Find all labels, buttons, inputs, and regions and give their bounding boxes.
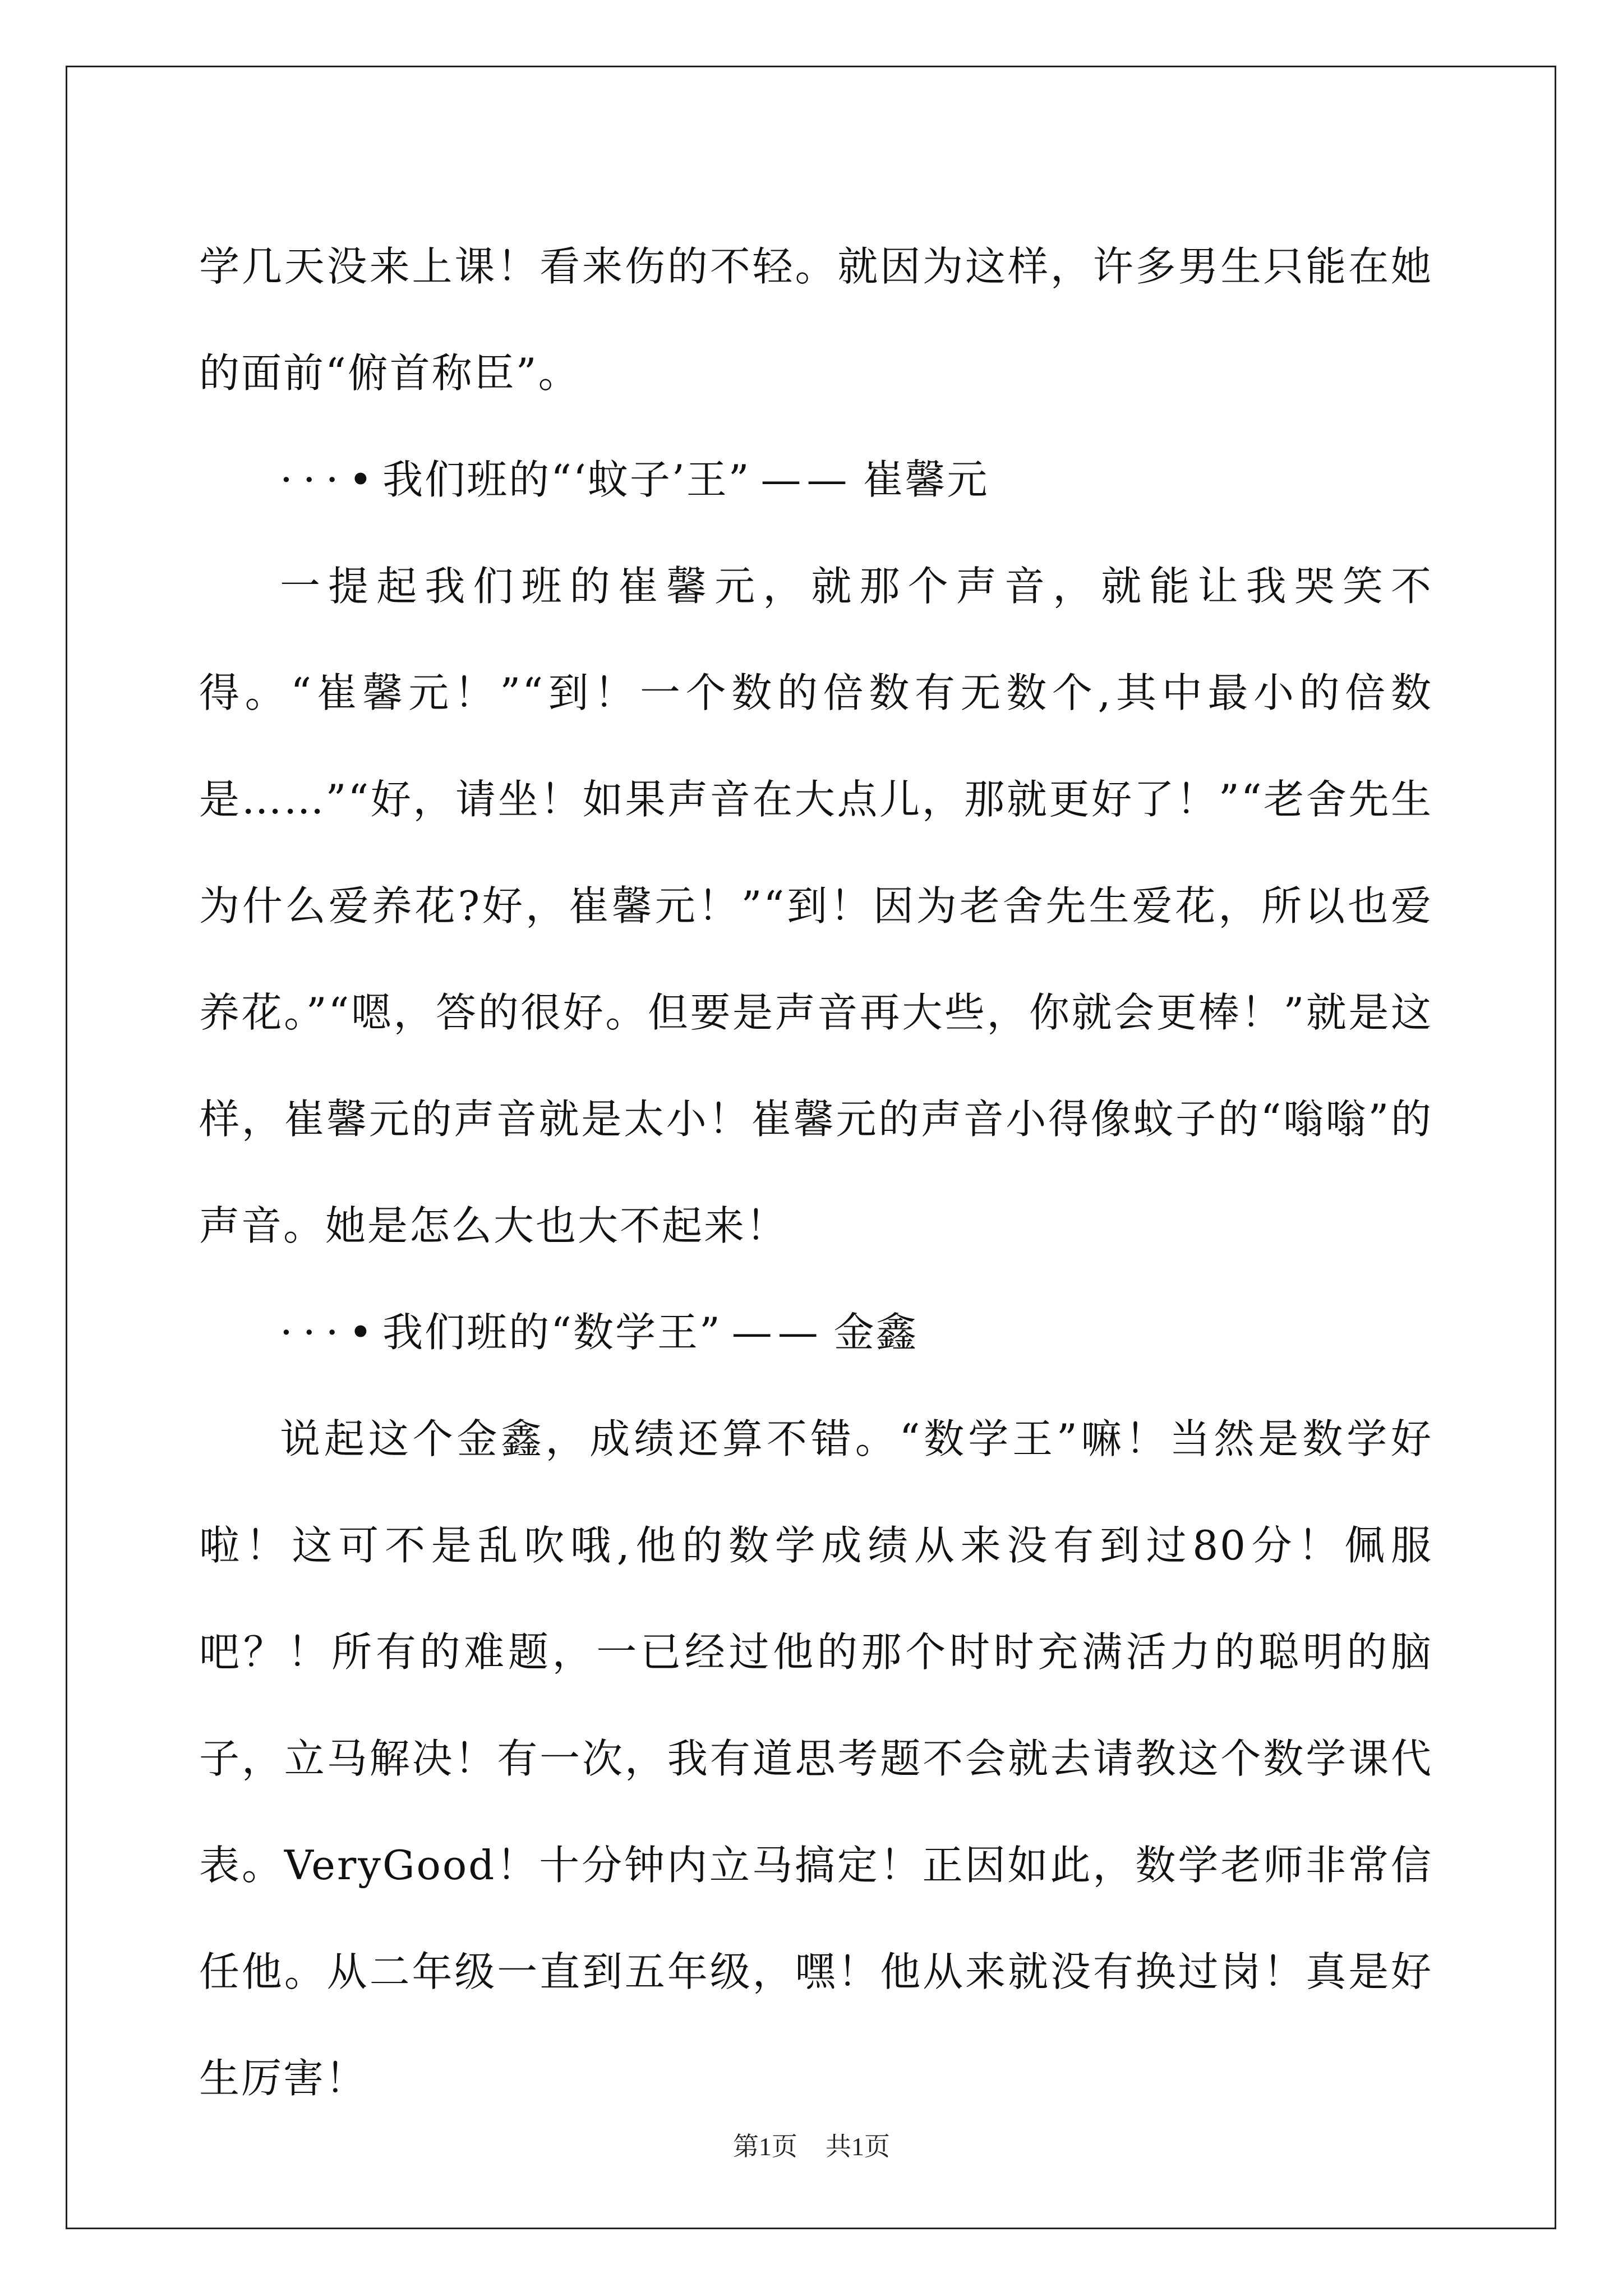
heading-person: 崔馨元 (863, 456, 989, 503)
heading-dash: —— (760, 456, 853, 503)
heading-person: 金鑫 (833, 1309, 918, 1356)
heading-bullet: ···• (280, 456, 383, 503)
paragraph-3: 说起这个金鑫，成绩还算不错。“数学王”嘛！当然是数学好啦！这可不是乱吹哦,他的数学成绩从来没有到过80分！佩服吧？！所有的难题，一已经过他的那个时时充满活力的聪明的脑子，立马解决！有一次，我有道思考题不会就去请教这个数学课代表。VeryGood！十分钟内立马搞定！正因如此，数学老师非常信任他。从二年级一直到五年级，嘿！他从来就没有换过岗！真是好生厉害！ (199, 1415, 1433, 2102)
heading-dash: —— (731, 1309, 824, 1356)
heading-title: 我们班的“‘蚊子’王” (382, 456, 751, 503)
paragraph-1: 学几天没来上课！看来伤的不轻。就因为这样，许多男生只能在她的面前“俯首称臣”。 (199, 243, 1433, 397)
heading-title: 我们班的“数学王” (382, 1309, 722, 1356)
document-body (199, 213, 1433, 2132)
heading-bullet: ···• (280, 1309, 383, 1356)
section-heading-math-king (199, 1279, 1433, 1386)
page-number-current: 第1页 (733, 2132, 797, 2161)
paragraph-2: 一提起我们班的崔馨元，就那个声音，就能让我哭笑不得。“崔馨元！”“到！一个数的倍数有无数个,其中最小的倍数是……”“好，请坐！如果声音在大点儿，那就更好了！”“老舍先生为什么爱养花?好，崔馨元！”“到！因为老舍先生爱花，所以也爱养花。”“嗯，答的很好。但要是声音再大些，你就会更棒！”就是这样，崔馨元的声音就是太小！崔馨元的声音小得像蚊子的“嗡嗡”的声音。她是怎么大也大不起来！ (199, 563, 1433, 1249)
page-number-total: 共1页 (826, 2132, 890, 2161)
page-footer (0, 2126, 1623, 2163)
section-heading-mosquito-king (199, 426, 1433, 533)
